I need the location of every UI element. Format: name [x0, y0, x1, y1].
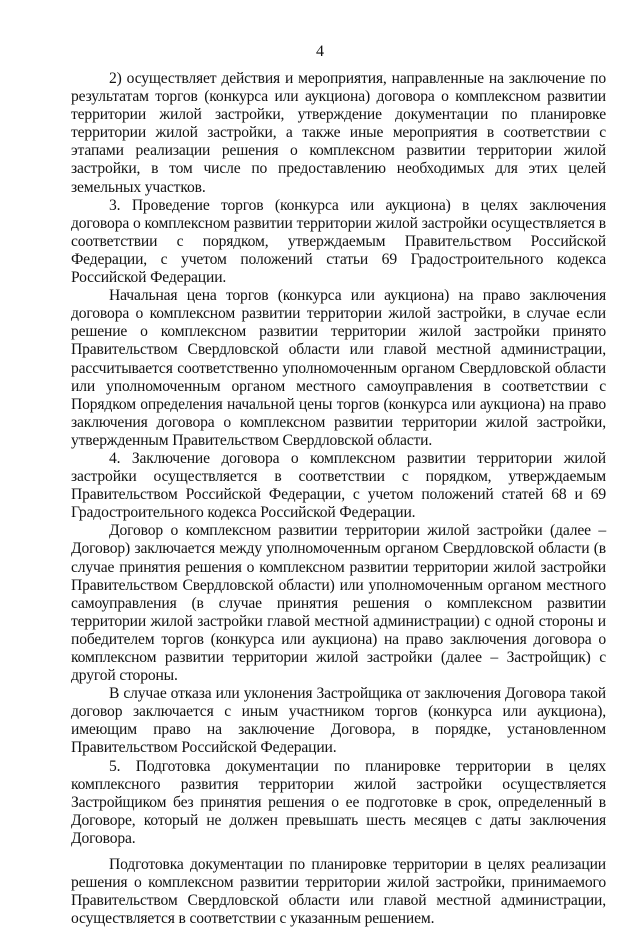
paragraph-initial-price: Начальная цена торгов (конкурса или аукциона) на право заключения договора о комплексном развитии территории жилой застройки, в случае если решение о комплексном развитии территории жилой застройки принято Правительством Свердловской области или главой местной администрации, рассчитывается соответственно уполномоченным органом Свердловской области или уполномоченным органом местного самоуправления в соответствии с Порядком определения начальной цены торгов (конкурса или аукциона) на право заключения договора о комплексном развитии территории жилой застройки, утвержденным Правительством Свердловской области. [71, 287, 606, 449]
paragraph-contract-parties: Договор о комплексном развитии территории жилой застройки (далее – Договор) заключается между уполномоченным органом Свердловской области (в случае принятия решения о комплексном развитии территории жилой застройки Правительством Свердловской области) или уполномоченным органом местного самоуправления (в случае принятия решения о комплексном развитии территории жилой застройки главой местной администрации) с одной стороны и победителем торгов (конкурса или аукциона) на право заключения договора о комплексном развитии территории жилой застройки (далее – Застройщик) с другой стороны. [71, 522, 606, 685]
paragraph-planning-documentation: Подготовка документации по планировке территории в целях реализации решения о комплексном развитии территории жилой застройки, принимаемого Правительством Свердловской области или главой местной администрации, осуществляется в соответствии с указанным решением. [71, 856, 606, 928]
paragraph-section-4: 4. Заключение договора о комплексном развитии территории жилой застройки осуществляется в соответствии с порядком, утверждаемым Правительством Российской Федерации, с учетом положений статей 68 и 69 Градостроительного кодекса Российской Федерации. [71, 449, 606, 522]
document-body [71, 70, 606, 928]
paragraph-section-3: 3. Проведение торгов (конкурса или аукциона) в целях заключения договора о комплексном развитии территории жилой застройки осуществляется в соответствии с порядком, утверждаемым Правительством Российской Федерации, с учетом положений статьи 69 Градостроительного кодекса Российской Федерации. [71, 196, 606, 287]
paragraph-item-2: 2) осуществляет действия и мероприятия, направленные на заключение по результатам торгов (конкурса или аукциона) договора о комплексном развитии территории жилой застройки, утверждение документации по планировке территории жилой застройки, а также иные мероприятия в соответствии с этапами реализации решения о комплексном развитии территории жилой застройки, в том числе по предоставлению необходимых для этих целей земельных участков. [71, 70, 606, 196]
paragraph-refusal: В случае отказа или уклонения Застройщика от заключения Договора такой договор заключается с иным участником торгов (конкурса или аукциона), имеющим право на заключение Договора, в порядке, установленном Правительством Российской Федерации. [71, 685, 606, 757]
paragraph-section-5: 5. Подготовка документации по планировке территории в целях комплексного развития территории жилой застройки осуществляется Застройщиком без принятия решения о ее подготовке в срок, определенный в Договоре, который не должен превышать шесть месяцев с даты заключения Договора. [71, 757, 606, 847]
page-number: 4 [316, 43, 324, 60]
